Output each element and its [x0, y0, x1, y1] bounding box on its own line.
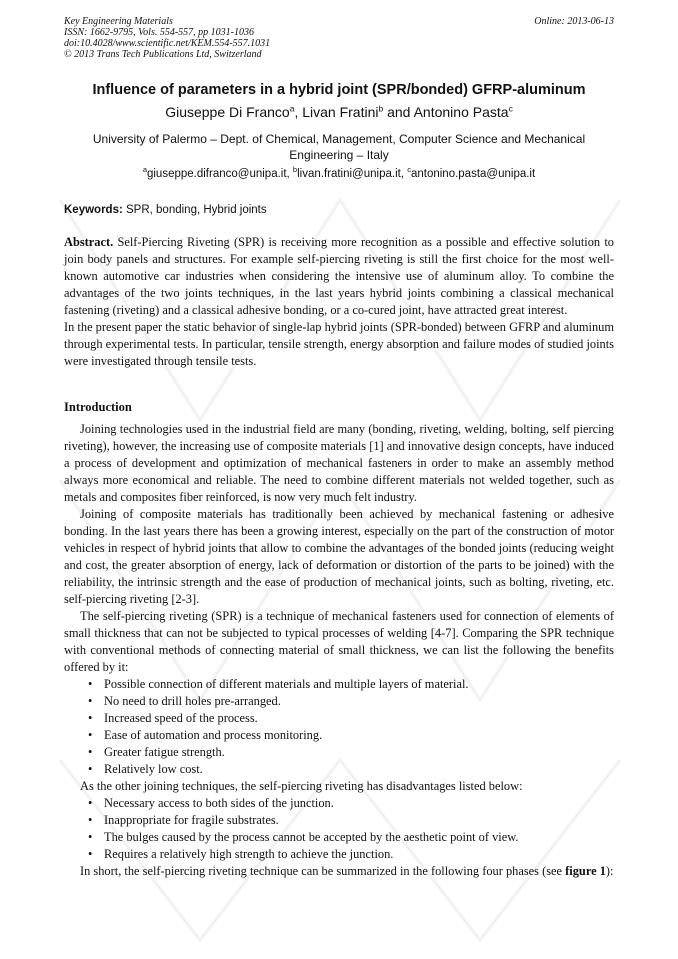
list-item: • The bulges caused by the process cannot be accepted by the aesthetic point of view.: [104, 829, 614, 846]
author: Antonino Pasta$^c$: [413, 103, 513, 120]
email-list: [0, 165, 678, 180]
doi-line: doi:10.4028/www.scientific.net/KEM.554-557.1031: [64, 38, 271, 49]
list-item: • Ease of automation and process monitoring.: [104, 727, 614, 744]
copyright-line: © 2013 Trans Tech Publications Ltd, Switzerland: [64, 49, 262, 60]
journal-header: [64, 16, 614, 60]
abstract: [64, 234, 614, 370]
issn-line: ISSN: 1662-9795, Vols. 554-557, pp 1031-1036: [64, 27, 254, 38]
benefits-list: [64, 676, 614, 778]
list-item: • Increased speed of the process.: [104, 710, 614, 727]
author: Livan Fratini$^b$ and: [302, 103, 414, 120]
paragraph: Joining technologies used in the industrial field are many (bonding, riveting, welding, bolting, self piercing riveting), however, the increasing use of composite materials [1] and innovative design concepts, have induced a process of development and optimization of mechanical fasteners in order to make an assembly method always more economical and reliable. The need to combine different materials not welded together, such as metals and composites fiber reinforced, is now very much felt industry.: [64, 422, 614, 504]
email: $^c$antonino.pasta@unipa.it: [407, 165, 536, 180]
keywords-label: Keywords:: [64, 204, 123, 216]
keywords: [64, 204, 267, 216]
section-heading: Introduction: [64, 400, 132, 414]
journal-name: Key Engineering Materials: [64, 16, 173, 27]
paragraph: The self-piercing riveting (SPR) is a technique of mechanical fasteners used for connection of elements of small thickness that can not be subjected to typical processes of welding [4-7]. Comparing the SPR technique with conventional methods of connecting material of small thickness, we can list the following the benefits offered by it:: [64, 609, 614, 674]
keywords-text: SPR, bonding, Hybrid joints: [126, 204, 267, 216]
figure-reference[interactable]: figure 1: [565, 864, 606, 878]
abstract-paragraph: In the present paper the static behavior of single-lap hybrid joints (SPR-bonded) between GFRP and aluminum through experimental tests. In particular, tensile strength, energy absorption and failure modes of studied joints were investigated through tensile tests.: [64, 320, 614, 368]
email: $^a$giuseppe.difranco@unipa.it,: [142, 165, 293, 180]
list-item: • Necessary access to both sides of the junction.: [104, 795, 614, 812]
list-item: • Possible connection of different materials and multiple layers of material.: [104, 676, 614, 693]
list-item: • Greater fatigue strength.: [104, 744, 614, 761]
list-item: • No need to drill holes pre-arranged.: [104, 693, 614, 710]
list-item: • Requires a relatively high strength to achieve the junction.: [104, 846, 614, 863]
abstract-label: Abstract.: [64, 235, 114, 249]
affiliation: University of Palermo – Dept. of Chemical, Management, Computer Science and Mechanical Engineering – Italy: [92, 132, 586, 162]
disadvantages-list: [64, 795, 614, 863]
list-item: • Relatively low cost.: [104, 761, 614, 778]
paragraph: In short, the self-piercing riveting technique can be summarized in the following four phases (see figure 1):: [80, 864, 614, 878]
online-date: Online: 2013-06-13: [534, 16, 614, 27]
author-list: [0, 103, 678, 120]
introduction-body: [64, 421, 614, 880]
paper-title: Influence of parameters in a hybrid joint (SPR/bonded) GFRP-aluminum: [92, 82, 586, 98]
author: Giuseppe Di Franco$^a$,: [165, 103, 303, 120]
email: $^b$livan.fratini@unipa.it,: [292, 165, 408, 180]
list-item: • Inappropriate for fragile substrates.: [104, 812, 614, 829]
paragraph: As the other joining techniques, the self-piercing riveting has disadvantages listed below:: [80, 779, 523, 793]
abstract-paragraph: Abstract. Self-Piercing Riveting (SPR) is receiving more recognition as a possible and effective solution to join body panels and structures. For example self-piercing riveting is still the first choice for the most well-known automotive car industries when considering the intensive use of aluminum alloy. To combine the advantages of the two joints techniques, in the last years hybrid joints combining a classical mechanical fastening (riveting) and a classical adhesive bonding, or a co-cured joint, have attracted great interest.: [64, 235, 614, 317]
paragraph: Joining of composite materials has traditionally been achieved by mechanical fastening or adhesive bonding. In the last years there has been a growing interest, especially on the part of the construction of motor vehicles in respect of hybrid joints that allow to combine the advantages of the bonded joints (reducing weight and cost, the greater absorption of energy, lack of deformation or distortion of the parts to be joined) with the reliability, the intrinsic strength and the ease of production of mechanical joints, such as bolting, riveting, etc. self-piercing riveting [2-3].: [64, 507, 614, 606]
